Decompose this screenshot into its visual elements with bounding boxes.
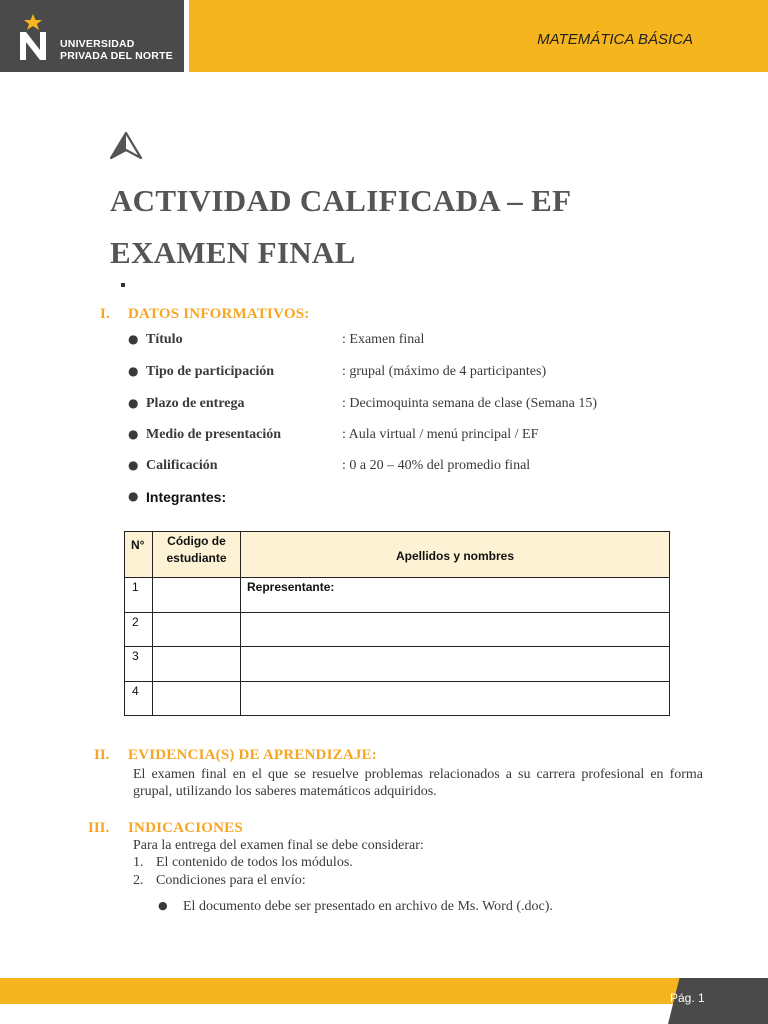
student-code-cell[interactable] <box>153 647 241 682</box>
info-label: Calificación <box>146 458 218 473</box>
indications-intro: Para la entrega del examen final se debe considerar: <box>133 838 424 853</box>
section-1-number: I. <box>100 306 110 322</box>
info-row-medio-presentacion <box>128 427 688 447</box>
section-2-number: II. <box>94 747 110 763</box>
bullet-icon: ● <box>128 489 139 503</box>
list-item: Condiciones para el envío: <box>156 873 306 888</box>
bullet-icon: ● <box>128 364 139 378</box>
table-row <box>125 681 670 716</box>
info-label: Medio de presentación <box>146 427 282 442</box>
student-code-cell[interactable] <box>153 612 241 647</box>
info-row-tipo-participacion <box>128 364 688 384</box>
row-number: 3 <box>125 647 153 682</box>
document-subtitle: EXAMEN FINAL <box>110 235 356 270</box>
footer-bar <box>0 978 690 1004</box>
section-1-heading: DATOS INFORMATIVOS: <box>128 306 310 322</box>
section-3-number: III. <box>88 820 110 836</box>
row-number: 2 <box>125 612 153 647</box>
student-code-cell[interactable] <box>153 578 241 613</box>
bullet-icon: ● <box>158 899 168 912</box>
page-number: Pág. 1 <box>670 991 705 1005</box>
integrantes-label: Integrantes: <box>146 489 227 505</box>
course-subject: MATEMÁTICA BÁSICA <box>537 31 693 48</box>
logo-line-1: UNIVERSIDAD <box>60 38 135 50</box>
info-row-plazo-entrega <box>128 396 688 416</box>
table-row <box>125 578 670 613</box>
list-item: El contenido de todos los módulos. <box>156 855 353 870</box>
header-number: N° <box>125 532 153 578</box>
info-value: : Aula virtual / menú principal / EF <box>342 427 539 442</box>
full-name-cell[interactable] <box>241 612 670 647</box>
table-header-row <box>125 532 670 578</box>
full-name-cell[interactable] <box>241 647 670 682</box>
navigation-arrow-icon <box>109 131 143 161</box>
info-value: : Examen final <box>342 332 425 347</box>
header-full-name: Apellidos y nombres <box>241 532 670 578</box>
info-value: : grupal (máximo de 4 participantes) <box>342 364 547 379</box>
info-value: : Decimoquinta semana de clase (Semana 15) <box>342 396 598 411</box>
header-student-code: Código de estudiante <box>153 532 241 578</box>
list-item-number: 1. <box>133 855 144 870</box>
list-subitem: El documento debe ser presentado en archivo de Ms. Word (.doc). <box>183 899 553 914</box>
bullet-icon: ● <box>128 458 139 472</box>
full-name-cell[interactable] <box>241 681 670 716</box>
section-3-heading: INDICACIONES <box>128 820 243 836</box>
row-number: 1 <box>125 578 153 613</box>
info-row-titulo <box>128 332 688 352</box>
full-name-cell[interactable]: Representante: <box>241 578 670 613</box>
section-2-heading: EVIDENCIA(S) DE APRENDIZAJE: <box>128 747 377 763</box>
bullet-mark <box>121 283 125 287</box>
info-row-calificacion <box>128 458 688 478</box>
info-label: Plazo de entrega <box>146 396 245 411</box>
members-table <box>124 531 670 716</box>
row-number: 4 <box>125 681 153 716</box>
bullet-icon: ● <box>128 427 139 441</box>
info-value: : 0 a 20 – 40% del promedio final <box>342 458 531 473</box>
table-row <box>125 612 670 647</box>
info-label: Tipo de participación <box>146 364 275 379</box>
evidence-paragraph: El examen final en el que se resuelve problemas relacionados a su carrera profesional en forma grupal, utilizando los saberes matemáticos adquiridos. <box>133 767 703 799</box>
header-logo-block <box>0 0 184 72</box>
document-title: ACTIVIDAD CALIFICADA – EF <box>110 183 572 218</box>
student-code-cell[interactable] <box>153 681 241 716</box>
logo-line-2: PRIVADA DEL NORTE <box>60 50 173 62</box>
bullet-icon: ● <box>128 396 139 410</box>
university-name <box>60 38 173 62</box>
info-label: Título <box>146 332 183 347</box>
list-item-number: 2. <box>133 873 144 888</box>
bullet-icon: ● <box>128 332 139 346</box>
upn-logo-icon <box>16 14 50 62</box>
table-row <box>125 647 670 682</box>
